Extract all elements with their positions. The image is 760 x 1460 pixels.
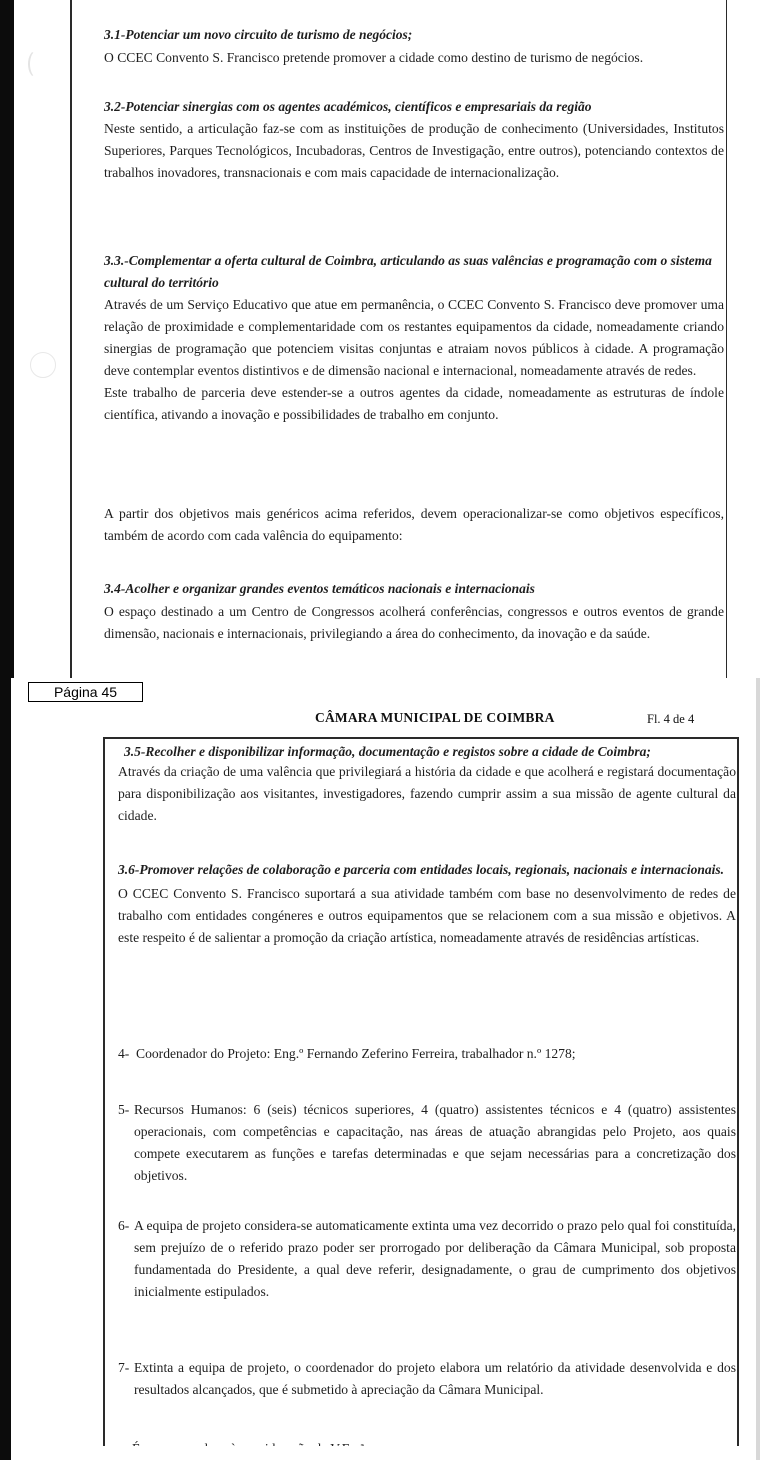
scan-border-right-lower xyxy=(756,678,760,1460)
section-3-5 xyxy=(124,742,736,762)
page-number-label: Página 45 xyxy=(28,682,143,702)
list-item-7 xyxy=(118,1357,736,1401)
section-3-2 xyxy=(104,98,724,184)
section-text: A partir dos objetivos mais genéricos acima referidos, devem operacionalizar-se como objetivos específicos, também de acordo com cada valência do equipamento: xyxy=(104,506,724,543)
punch-hole-mark xyxy=(28,50,45,78)
section-heading: 3.4-Acolher e organizar grandes eventos temáticos nacionais e internacionais xyxy=(104,581,535,596)
scan-cutoff xyxy=(11,1446,756,1460)
section-3-6 xyxy=(118,860,736,949)
item-text: A equipa de projeto considera-se automaticamente extinta uma vez decorrido o prazo pelo qual foi constituída, sem prejuízo de o referido prazo poder ser prorrogado por deliberação da Câmara Municipal, sob proposta fundamentada do Presidente, a qual deve referir, designadamente, o grau de cumprimento dos objetivos inicialmente estipulados. xyxy=(134,1218,736,1299)
section-text: Através de um Serviço Educativo que atue em permanência, o CCEC Convento S. Francisco deve promover uma relação de proximidade e complementaridade com os restantes equipamentos da cidade, nomeadamente criando sinergias de programação que potenciem visitas conjuntas e atraiam novos públicos à cidade. A programação deve contemplar eventos distintivos e de dimensão nacional e internacional, nomeadamente através de redes. xyxy=(104,297,724,378)
item-text: Extinta a equipa de projeto, o coordenador do projeto elabora um relatório da atividade desenvolvida e dos resultados alcançados, que é submetido à apreciação da Câmara Municipal. xyxy=(134,1360,736,1397)
section-heading: 3.3.-Complementar a oferta cultural de Coimbra, articulando as suas valências e programação com o sistema cultural do território xyxy=(104,253,712,290)
section-3-1 xyxy=(104,26,724,69)
section-3-5-text xyxy=(118,761,736,827)
section-text: Este trabalho de parceria deve estender-se a outros agentes da cidade, nomeadamente as estruturas de índole científica, ativando a inovação e possibilidades de trabalho em conjunto. xyxy=(104,385,724,422)
section-intro xyxy=(104,503,724,547)
letterhead-title: CÂMARA MUNICIPAL DE COIMBRA xyxy=(315,710,555,725)
section-heading: 3.1-Potenciar um novo circuito de turismo de negócios; xyxy=(104,27,413,42)
section-heading: 3.2-Potenciar sinergias com os agentes académicos, científicos e empresariais da região xyxy=(104,99,592,114)
section-heading: 3.5-Recolher e disponibilizar informação, documentação e registos sobre a cidade de Coimbra; xyxy=(124,744,651,759)
item-number: 7- xyxy=(118,1360,130,1375)
section-heading: 3.6-Promover relações de colaboração e parceria com entidades locais, regionais, nacionais e internacionais. xyxy=(118,862,724,877)
section-text: O CCEC Convento S. Francisco suportará a sua atividade também com base no desenvolvimento de redes de trabalho com entidades congéneres e outros equipamentos que se relacionem com a sua missão e objetivos. A este respeito é de salientar a promoção da criação artística, nomeadamente através de residências artísticas. xyxy=(118,886,736,945)
page2-frame-top xyxy=(103,737,739,739)
scan-border-left-lower xyxy=(0,678,11,1460)
folio-number: Fl. 4 de 4 xyxy=(647,712,695,726)
section-text: O CCEC Convento S. Francisco pretende promover a cidade como destino de turismo de negócios. xyxy=(104,50,644,65)
item-number: 6- xyxy=(118,1218,130,1233)
page1-frame-right xyxy=(726,0,727,678)
section-3-4 xyxy=(104,580,724,645)
section-text: Neste sentido, a articulação faz-se com as instituições de produção de conhecimento (Universidades, Institutos Superiores, Parques Tecnológicos, Incubadoras, Centros de Investigação, entre outros), potenciando contextos de trabalhos inovadores, transnacionais e com mais capacidade de internacionalização. xyxy=(104,121,724,180)
page2-frame-left xyxy=(103,738,105,1446)
list-item-4 xyxy=(118,1043,736,1065)
section-3-3 xyxy=(104,250,724,426)
list-item-6 xyxy=(118,1215,736,1303)
page2-frame-right xyxy=(737,738,739,1446)
section-text: O espaço destinado a um Centro de Congressos acolherá conferências, congressos e outros eventos de grande dimensão, nacionais e internacionais, privilegiando a área do conhecimento, da inovação e da saúde. xyxy=(104,604,724,641)
section-text: Através da criação de uma valência que privilegiará a história da cidade e que acolherá e registará documentação para disponibilização aos visitantes, investigadores, fazendo cumprir assim a sua missão de agente cultural da cidade. xyxy=(118,764,736,823)
scan-border-left xyxy=(0,0,14,678)
punch-hole-mark xyxy=(30,352,56,378)
item-number: 5- xyxy=(118,1102,130,1117)
item-text: Recursos Humanos: 6 (seis) técnicos superiores, 4 (quatro) assistentes técnicos e 4 (quatro) assistentes operacionais, com competências e capacitação, nas áreas de atuação abrangidas pelo Projeto, aos quais compete executarem as funções e tarefas determinadas e que sejam necessárias para a concretização dos objetivos. xyxy=(134,1102,736,1183)
item-number: 4- xyxy=(118,1046,130,1061)
list-item-5 xyxy=(118,1099,736,1187)
item-text: Coordenador do Projeto: Eng.º Fernando Zeferino Ferreira, trabalhador n.º 1278; xyxy=(136,1046,576,1061)
page1-frame-left xyxy=(70,0,72,678)
